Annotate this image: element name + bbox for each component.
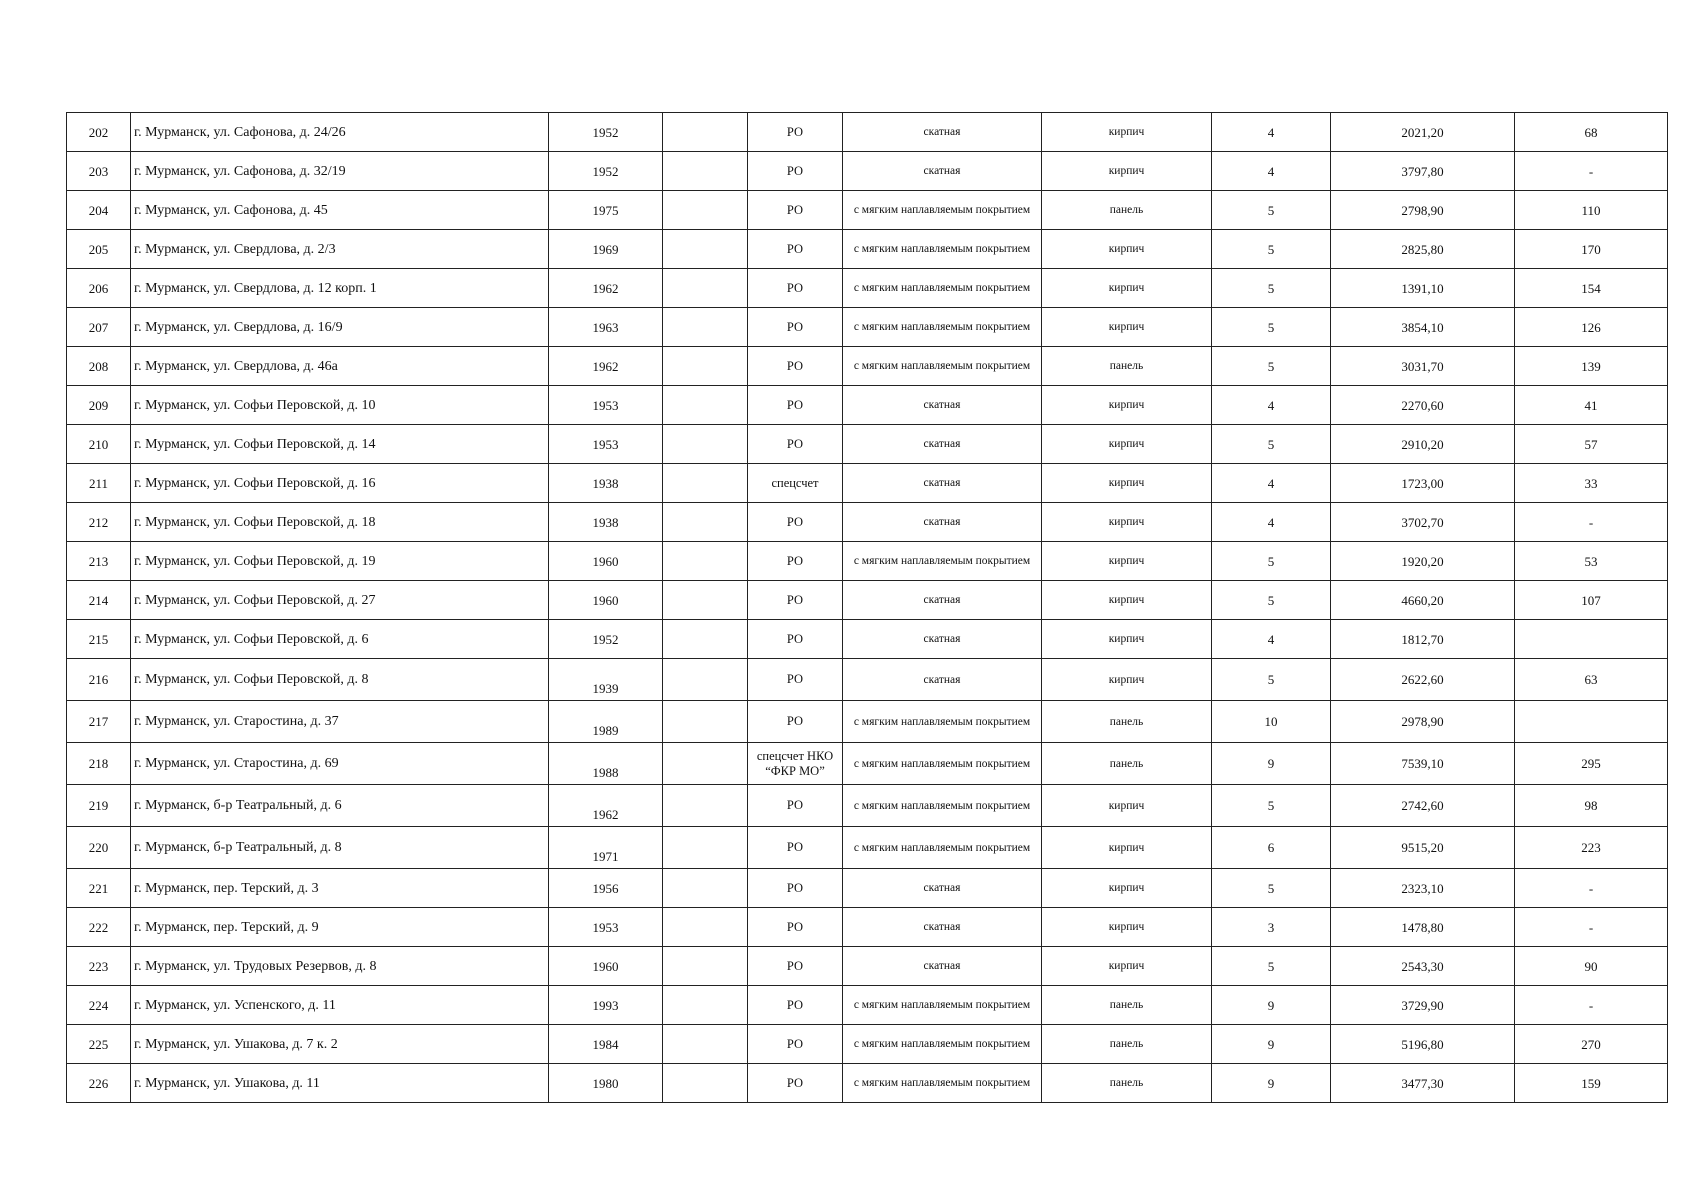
wall-material-cell: кирпич — [1042, 386, 1212, 425]
empty-cell — [663, 503, 748, 542]
value-cell: - — [1515, 986, 1668, 1025]
fund-account-cell: РО — [748, 908, 843, 947]
fund-account-cell: РО — [748, 986, 843, 1025]
value-cell: 90 — [1515, 947, 1668, 986]
floors-cell: 4 — [1212, 386, 1331, 425]
registry-table-body — [67, 113, 1668, 1103]
fund-account-cell: РО — [748, 425, 843, 464]
roof-type-cell: с мягким наплавляемым покрытием — [843, 701, 1042, 743]
roof-type-cell: скатная — [843, 947, 1042, 986]
row-number-cell: 226 — [67, 1064, 131, 1103]
wall-material-cell: кирпич — [1042, 113, 1212, 152]
area-cell: 3729,90 — [1331, 986, 1515, 1025]
address-cell: г. Мурманск, ул. Софьи Перовской, д. 27 — [131, 581, 549, 620]
row-number-cell: 221 — [67, 869, 131, 908]
table-row — [67, 425, 1668, 464]
address-cell: г. Мурманск, ул. Сафонова, д. 32/19 — [131, 152, 549, 191]
floors-cell: 5 — [1212, 785, 1331, 827]
area-cell: 1478,80 — [1331, 908, 1515, 947]
wall-material-cell: кирпич — [1042, 869, 1212, 908]
row-number-cell: 217 — [67, 701, 131, 743]
area-cell: 3477,30 — [1331, 1064, 1515, 1103]
empty-cell — [663, 1064, 748, 1103]
row-number-cell: 212 — [67, 503, 131, 542]
row-number-cell: 218 — [67, 743, 131, 785]
roof-type-cell: с мягким наплавляемым покрытием — [843, 827, 1042, 869]
wall-material-cell: кирпич — [1042, 503, 1212, 542]
floors-cell: 5 — [1212, 230, 1331, 269]
floors-cell: 4 — [1212, 503, 1331, 542]
table-row — [67, 1025, 1668, 1064]
value-cell: - — [1515, 908, 1668, 947]
address-cell: г. Мурманск, ул. Софьи Перовской, д. 14 — [131, 425, 549, 464]
row-number-cell: 207 — [67, 308, 131, 347]
value-cell: 63 — [1515, 659, 1668, 701]
address-cell: г. Мурманск, б-р Театральный, д. 6 — [131, 785, 549, 827]
address-cell: г. Мурманск, ул. Сафонова, д. 45 — [131, 191, 549, 230]
fund-account-cell: спецсчет — [748, 464, 843, 503]
housing-registry-table — [66, 112, 1668, 1103]
fund-account-cell: спецсчет НКО “ФКР МО” — [748, 743, 843, 785]
table-row — [67, 827, 1668, 869]
fund-account-cell: РО — [748, 581, 843, 620]
value-cell: 126 — [1515, 308, 1668, 347]
wall-material-cell: кирпич — [1042, 947, 1212, 986]
row-number-cell: 202 — [67, 113, 131, 152]
empty-cell — [663, 269, 748, 308]
table-row — [67, 869, 1668, 908]
floors-cell: 5 — [1212, 191, 1331, 230]
area-cell: 2021,20 — [1331, 113, 1515, 152]
build-year-cell: 1962 — [549, 785, 663, 827]
roof-type-cell: с мягким наплавляемым покрытием — [843, 986, 1042, 1025]
address-cell: г. Мурманск, ул. Ушакова, д. 11 — [131, 1064, 549, 1103]
row-number-cell: 222 — [67, 908, 131, 947]
area-cell: 3702,70 — [1331, 503, 1515, 542]
fund-account-cell: РО — [748, 869, 843, 908]
table-row — [67, 503, 1668, 542]
fund-account-cell: РО — [748, 785, 843, 827]
roof-type-cell: с мягким наплавляемым покрытием — [843, 308, 1042, 347]
wall-material-cell: панель — [1042, 1025, 1212, 1064]
address-cell: г. Мурманск, ул. Софьи Перовской, д. 10 — [131, 386, 549, 425]
table-row — [67, 308, 1668, 347]
empty-cell — [663, 152, 748, 191]
table-row — [67, 1064, 1668, 1103]
row-number-cell: 205 — [67, 230, 131, 269]
address-cell: г. Мурманск, ул. Трудовых Резервов, д. 8 — [131, 947, 549, 986]
roof-type-cell: скатная — [843, 464, 1042, 503]
area-cell: 2622,60 — [1331, 659, 1515, 701]
empty-cell — [663, 908, 748, 947]
empty-cell — [663, 1025, 748, 1064]
wall-material-cell: кирпич — [1042, 152, 1212, 191]
floors-cell: 5 — [1212, 947, 1331, 986]
value-cell — [1515, 620, 1668, 659]
fund-account-cell: РО — [748, 386, 843, 425]
floors-cell: 9 — [1212, 1064, 1331, 1103]
value-cell: 33 — [1515, 464, 1668, 503]
area-cell: 1812,70 — [1331, 620, 1515, 659]
floors-cell: 6 — [1212, 827, 1331, 869]
table-row — [67, 659, 1668, 701]
roof-type-cell: с мягким наплавляемым покрытием — [843, 1025, 1042, 1064]
row-number-cell: 208 — [67, 347, 131, 386]
value-cell: - — [1515, 503, 1668, 542]
fund-account-cell: РО — [748, 620, 843, 659]
wall-material-cell: панель — [1042, 1064, 1212, 1103]
area-cell: 2825,80 — [1331, 230, 1515, 269]
fund-account-cell: РО — [748, 947, 843, 986]
value-cell: 295 — [1515, 743, 1668, 785]
roof-type-cell: скатная — [843, 620, 1042, 659]
value-cell: 110 — [1515, 191, 1668, 230]
address-cell: г. Мурманск, ул. Софьи Перовской, д. 8 — [131, 659, 549, 701]
row-number-cell: 219 — [67, 785, 131, 827]
roof-type-cell: скатная — [843, 425, 1042, 464]
area-cell: 2978,90 — [1331, 701, 1515, 743]
area-cell: 3031,70 — [1331, 347, 1515, 386]
floors-cell: 4 — [1212, 152, 1331, 191]
fund-account-cell: РО — [748, 659, 843, 701]
fund-account-cell: РО — [748, 230, 843, 269]
empty-cell — [663, 542, 748, 581]
address-cell: г. Мурманск, ул. Старостина, д. 69 — [131, 743, 549, 785]
row-number-cell: 214 — [67, 581, 131, 620]
empty-cell — [663, 701, 748, 743]
wall-material-cell: кирпич — [1042, 308, 1212, 347]
table-row — [67, 347, 1668, 386]
floors-cell: 9 — [1212, 986, 1331, 1025]
fund-account-cell: РО — [748, 152, 843, 191]
roof-type-cell: скатная — [843, 152, 1042, 191]
fund-account-cell: РО — [748, 113, 843, 152]
value-cell: 98 — [1515, 785, 1668, 827]
fund-account-cell: РО — [748, 1025, 843, 1064]
area-cell: 7539,10 — [1331, 743, 1515, 785]
wall-material-cell: кирпич — [1042, 620, 1212, 659]
table-row — [67, 620, 1668, 659]
address-cell: г. Мурманск, ул. Ушакова, д. 7 к. 2 — [131, 1025, 549, 1064]
build-year-cell: 1938 — [549, 464, 663, 503]
table-row — [67, 743, 1668, 785]
address-cell: г. Мурманск, пер. Терский, д. 3 — [131, 869, 549, 908]
empty-cell — [663, 659, 748, 701]
wall-material-cell: кирпич — [1042, 908, 1212, 947]
row-number-cell: 220 — [67, 827, 131, 869]
table-row — [67, 113, 1668, 152]
build-year-cell: 1939 — [549, 659, 663, 701]
wall-material-cell: кирпич — [1042, 542, 1212, 581]
fund-account-cell: РО — [748, 503, 843, 542]
floors-cell: 5 — [1212, 869, 1331, 908]
table-row — [67, 542, 1668, 581]
empty-cell — [663, 308, 748, 347]
build-year-cell: 1960 — [549, 947, 663, 986]
fund-account-cell: РО — [748, 542, 843, 581]
empty-cell — [663, 113, 748, 152]
address-cell: г. Мурманск, б-р Театральный, д. 8 — [131, 827, 549, 869]
area-cell: 1723,00 — [1331, 464, 1515, 503]
roof-type-cell: с мягким наплавляемым покрытием — [843, 542, 1042, 581]
table-row — [67, 986, 1668, 1025]
value-cell: - — [1515, 152, 1668, 191]
area-cell: 3797,80 — [1331, 152, 1515, 191]
empty-cell — [663, 581, 748, 620]
build-year-cell: 1952 — [549, 113, 663, 152]
value-cell: 154 — [1515, 269, 1668, 308]
build-year-cell: 1956 — [549, 869, 663, 908]
table-row — [67, 152, 1668, 191]
fund-account-cell: РО — [748, 308, 843, 347]
floors-cell: 10 — [1212, 701, 1331, 743]
roof-type-cell: скатная — [843, 659, 1042, 701]
address-cell: г. Мурманск, пер. Терский, д. 9 — [131, 908, 549, 947]
build-year-cell: 1962 — [549, 347, 663, 386]
address-cell: г. Мурманск, ул. Софьи Перовской, д. 16 — [131, 464, 549, 503]
build-year-cell: 1984 — [549, 1025, 663, 1064]
floors-cell: 9 — [1212, 743, 1331, 785]
build-year-cell: 1953 — [549, 386, 663, 425]
row-number-cell: 209 — [67, 386, 131, 425]
floors-cell: 4 — [1212, 113, 1331, 152]
value-cell: 170 — [1515, 230, 1668, 269]
row-number-cell: 210 — [67, 425, 131, 464]
build-year-cell: 1980 — [549, 1064, 663, 1103]
empty-cell — [663, 827, 748, 869]
empty-cell — [663, 743, 748, 785]
build-year-cell: 1988 — [549, 743, 663, 785]
build-year-cell: 1989 — [549, 701, 663, 743]
wall-material-cell: кирпич — [1042, 230, 1212, 269]
area-cell: 3854,10 — [1331, 308, 1515, 347]
fund-account-cell: РО — [748, 827, 843, 869]
build-year-cell: 1960 — [549, 542, 663, 581]
empty-cell — [663, 947, 748, 986]
wall-material-cell: панель — [1042, 191, 1212, 230]
build-year-cell: 1963 — [549, 308, 663, 347]
build-year-cell: 1971 — [549, 827, 663, 869]
build-year-cell: 1953 — [549, 425, 663, 464]
empty-cell — [663, 386, 748, 425]
fund-account-cell: РО — [748, 191, 843, 230]
address-cell: г. Мурманск, ул. Софьи Перовской, д. 6 — [131, 620, 549, 659]
address-cell: г. Мурманск, ул. Сафонова, д. 24/26 — [131, 113, 549, 152]
floors-cell: 9 — [1212, 1025, 1331, 1064]
empty-cell — [663, 986, 748, 1025]
floors-cell: 5 — [1212, 308, 1331, 347]
floors-cell: 5 — [1212, 659, 1331, 701]
build-year-cell: 1975 — [549, 191, 663, 230]
row-number-cell: 206 — [67, 269, 131, 308]
area-cell: 1391,10 — [1331, 269, 1515, 308]
floors-cell: 5 — [1212, 581, 1331, 620]
value-cell — [1515, 701, 1668, 743]
value-cell: 270 — [1515, 1025, 1668, 1064]
empty-cell — [663, 785, 748, 827]
empty-cell — [663, 869, 748, 908]
empty-cell — [663, 230, 748, 269]
roof-type-cell: скатная — [843, 113, 1042, 152]
build-year-cell: 1960 — [549, 581, 663, 620]
wall-material-cell: кирпич — [1042, 785, 1212, 827]
fund-account-cell: РО — [748, 701, 843, 743]
roof-type-cell: скатная — [843, 581, 1042, 620]
area-cell: 2798,90 — [1331, 191, 1515, 230]
row-number-cell: 213 — [67, 542, 131, 581]
empty-cell — [663, 347, 748, 386]
table-row — [67, 908, 1668, 947]
wall-material-cell: кирпич — [1042, 827, 1212, 869]
value-cell: 57 — [1515, 425, 1668, 464]
empty-cell — [663, 191, 748, 230]
address-cell: г. Мурманск, ул. Успенского, д. 11 — [131, 986, 549, 1025]
row-number-cell: 204 — [67, 191, 131, 230]
address-cell: г. Мурманск, ул. Свердлова, д. 46а — [131, 347, 549, 386]
wall-material-cell: панель — [1042, 986, 1212, 1025]
table-row — [67, 230, 1668, 269]
floors-cell: 5 — [1212, 269, 1331, 308]
area-cell: 5196,80 — [1331, 1025, 1515, 1064]
address-cell: г. Мурманск, ул. Свердлова, д. 12 корп. 1 — [131, 269, 549, 308]
wall-material-cell: кирпич — [1042, 581, 1212, 620]
roof-type-cell: с мягким наплавляемым покрытием — [843, 347, 1042, 386]
wall-material-cell: кирпич — [1042, 464, 1212, 503]
build-year-cell: 1952 — [549, 620, 663, 659]
area-cell: 2910,20 — [1331, 425, 1515, 464]
area-cell: 2270,60 — [1331, 386, 1515, 425]
area-cell: 2742,60 — [1331, 785, 1515, 827]
table-row — [67, 701, 1668, 743]
fund-account-cell: РО — [748, 269, 843, 308]
area-cell: 1920,20 — [1331, 542, 1515, 581]
build-year-cell: 1969 — [549, 230, 663, 269]
roof-type-cell: с мягким наплавляемым покрытием — [843, 743, 1042, 785]
roof-type-cell: скатная — [843, 908, 1042, 947]
empty-cell — [663, 425, 748, 464]
build-year-cell: 1938 — [549, 503, 663, 542]
value-cell: 223 — [1515, 827, 1668, 869]
row-number-cell: 211 — [67, 464, 131, 503]
table-row — [67, 464, 1668, 503]
row-number-cell: 215 — [67, 620, 131, 659]
wall-material-cell: кирпич — [1042, 659, 1212, 701]
row-number-cell: 203 — [67, 152, 131, 191]
wall-material-cell: панель — [1042, 743, 1212, 785]
wall-material-cell: панель — [1042, 347, 1212, 386]
build-year-cell: 1993 — [549, 986, 663, 1025]
table-row — [67, 581, 1668, 620]
area-cell: 2543,30 — [1331, 947, 1515, 986]
row-number-cell: 225 — [67, 1025, 131, 1064]
build-year-cell: 1953 — [549, 908, 663, 947]
fund-account-cell: РО — [748, 347, 843, 386]
floors-cell: 5 — [1212, 425, 1331, 464]
build-year-cell: 1962 — [549, 269, 663, 308]
fund-account-cell: РО — [748, 1064, 843, 1103]
table-row — [67, 386, 1668, 425]
floors-cell: 4 — [1212, 620, 1331, 659]
roof-type-cell: с мягким наплавляемым покрытием — [843, 269, 1042, 308]
area-cell: 2323,10 — [1331, 869, 1515, 908]
empty-cell — [663, 464, 748, 503]
floors-cell: 3 — [1212, 908, 1331, 947]
address-cell: г. Мурманск, ул. Свердлова, д. 16/9 — [131, 308, 549, 347]
build-year-cell: 1952 — [549, 152, 663, 191]
row-number-cell: 216 — [67, 659, 131, 701]
floors-cell: 5 — [1212, 542, 1331, 581]
value-cell: 53 — [1515, 542, 1668, 581]
area-cell: 4660,20 — [1331, 581, 1515, 620]
empty-cell — [663, 620, 748, 659]
address-cell: г. Мурманск, ул. Софьи Перовской, д. 19 — [131, 542, 549, 581]
wall-material-cell: панель — [1042, 701, 1212, 743]
roof-type-cell: с мягким наплавляемым покрытием — [843, 230, 1042, 269]
table-row — [67, 785, 1668, 827]
table-row — [67, 191, 1668, 230]
area-cell: 9515,20 — [1331, 827, 1515, 869]
floors-cell: 4 — [1212, 464, 1331, 503]
value-cell: 139 — [1515, 347, 1668, 386]
address-cell: г. Мурманск, ул. Софьи Перовской, д. 18 — [131, 503, 549, 542]
roof-type-cell: с мягким наплавляемым покрытием — [843, 191, 1042, 230]
wall-material-cell: кирпич — [1042, 269, 1212, 308]
roof-type-cell: скатная — [843, 386, 1042, 425]
value-cell: - — [1515, 869, 1668, 908]
floors-cell: 5 — [1212, 347, 1331, 386]
value-cell: 68 — [1515, 113, 1668, 152]
roof-type-cell: скатная — [843, 503, 1042, 542]
roof-type-cell: скатная — [843, 869, 1042, 908]
wall-material-cell: кирпич — [1042, 425, 1212, 464]
value-cell: 159 — [1515, 1064, 1668, 1103]
value-cell: 41 — [1515, 386, 1668, 425]
row-number-cell: 224 — [67, 986, 131, 1025]
row-number-cell: 223 — [67, 947, 131, 986]
roof-type-cell: с мягким наплавляемым покрытием — [843, 785, 1042, 827]
roof-type-cell: с мягким наплавляемым покрытием — [843, 1064, 1042, 1103]
table-row — [67, 947, 1668, 986]
address-cell: г. Мурманск, ул. Старостина, д. 37 — [131, 701, 549, 743]
value-cell: 107 — [1515, 581, 1668, 620]
address-cell: г. Мурманск, ул. Свердлова, д. 2/3 — [131, 230, 549, 269]
table-row — [67, 269, 1668, 308]
